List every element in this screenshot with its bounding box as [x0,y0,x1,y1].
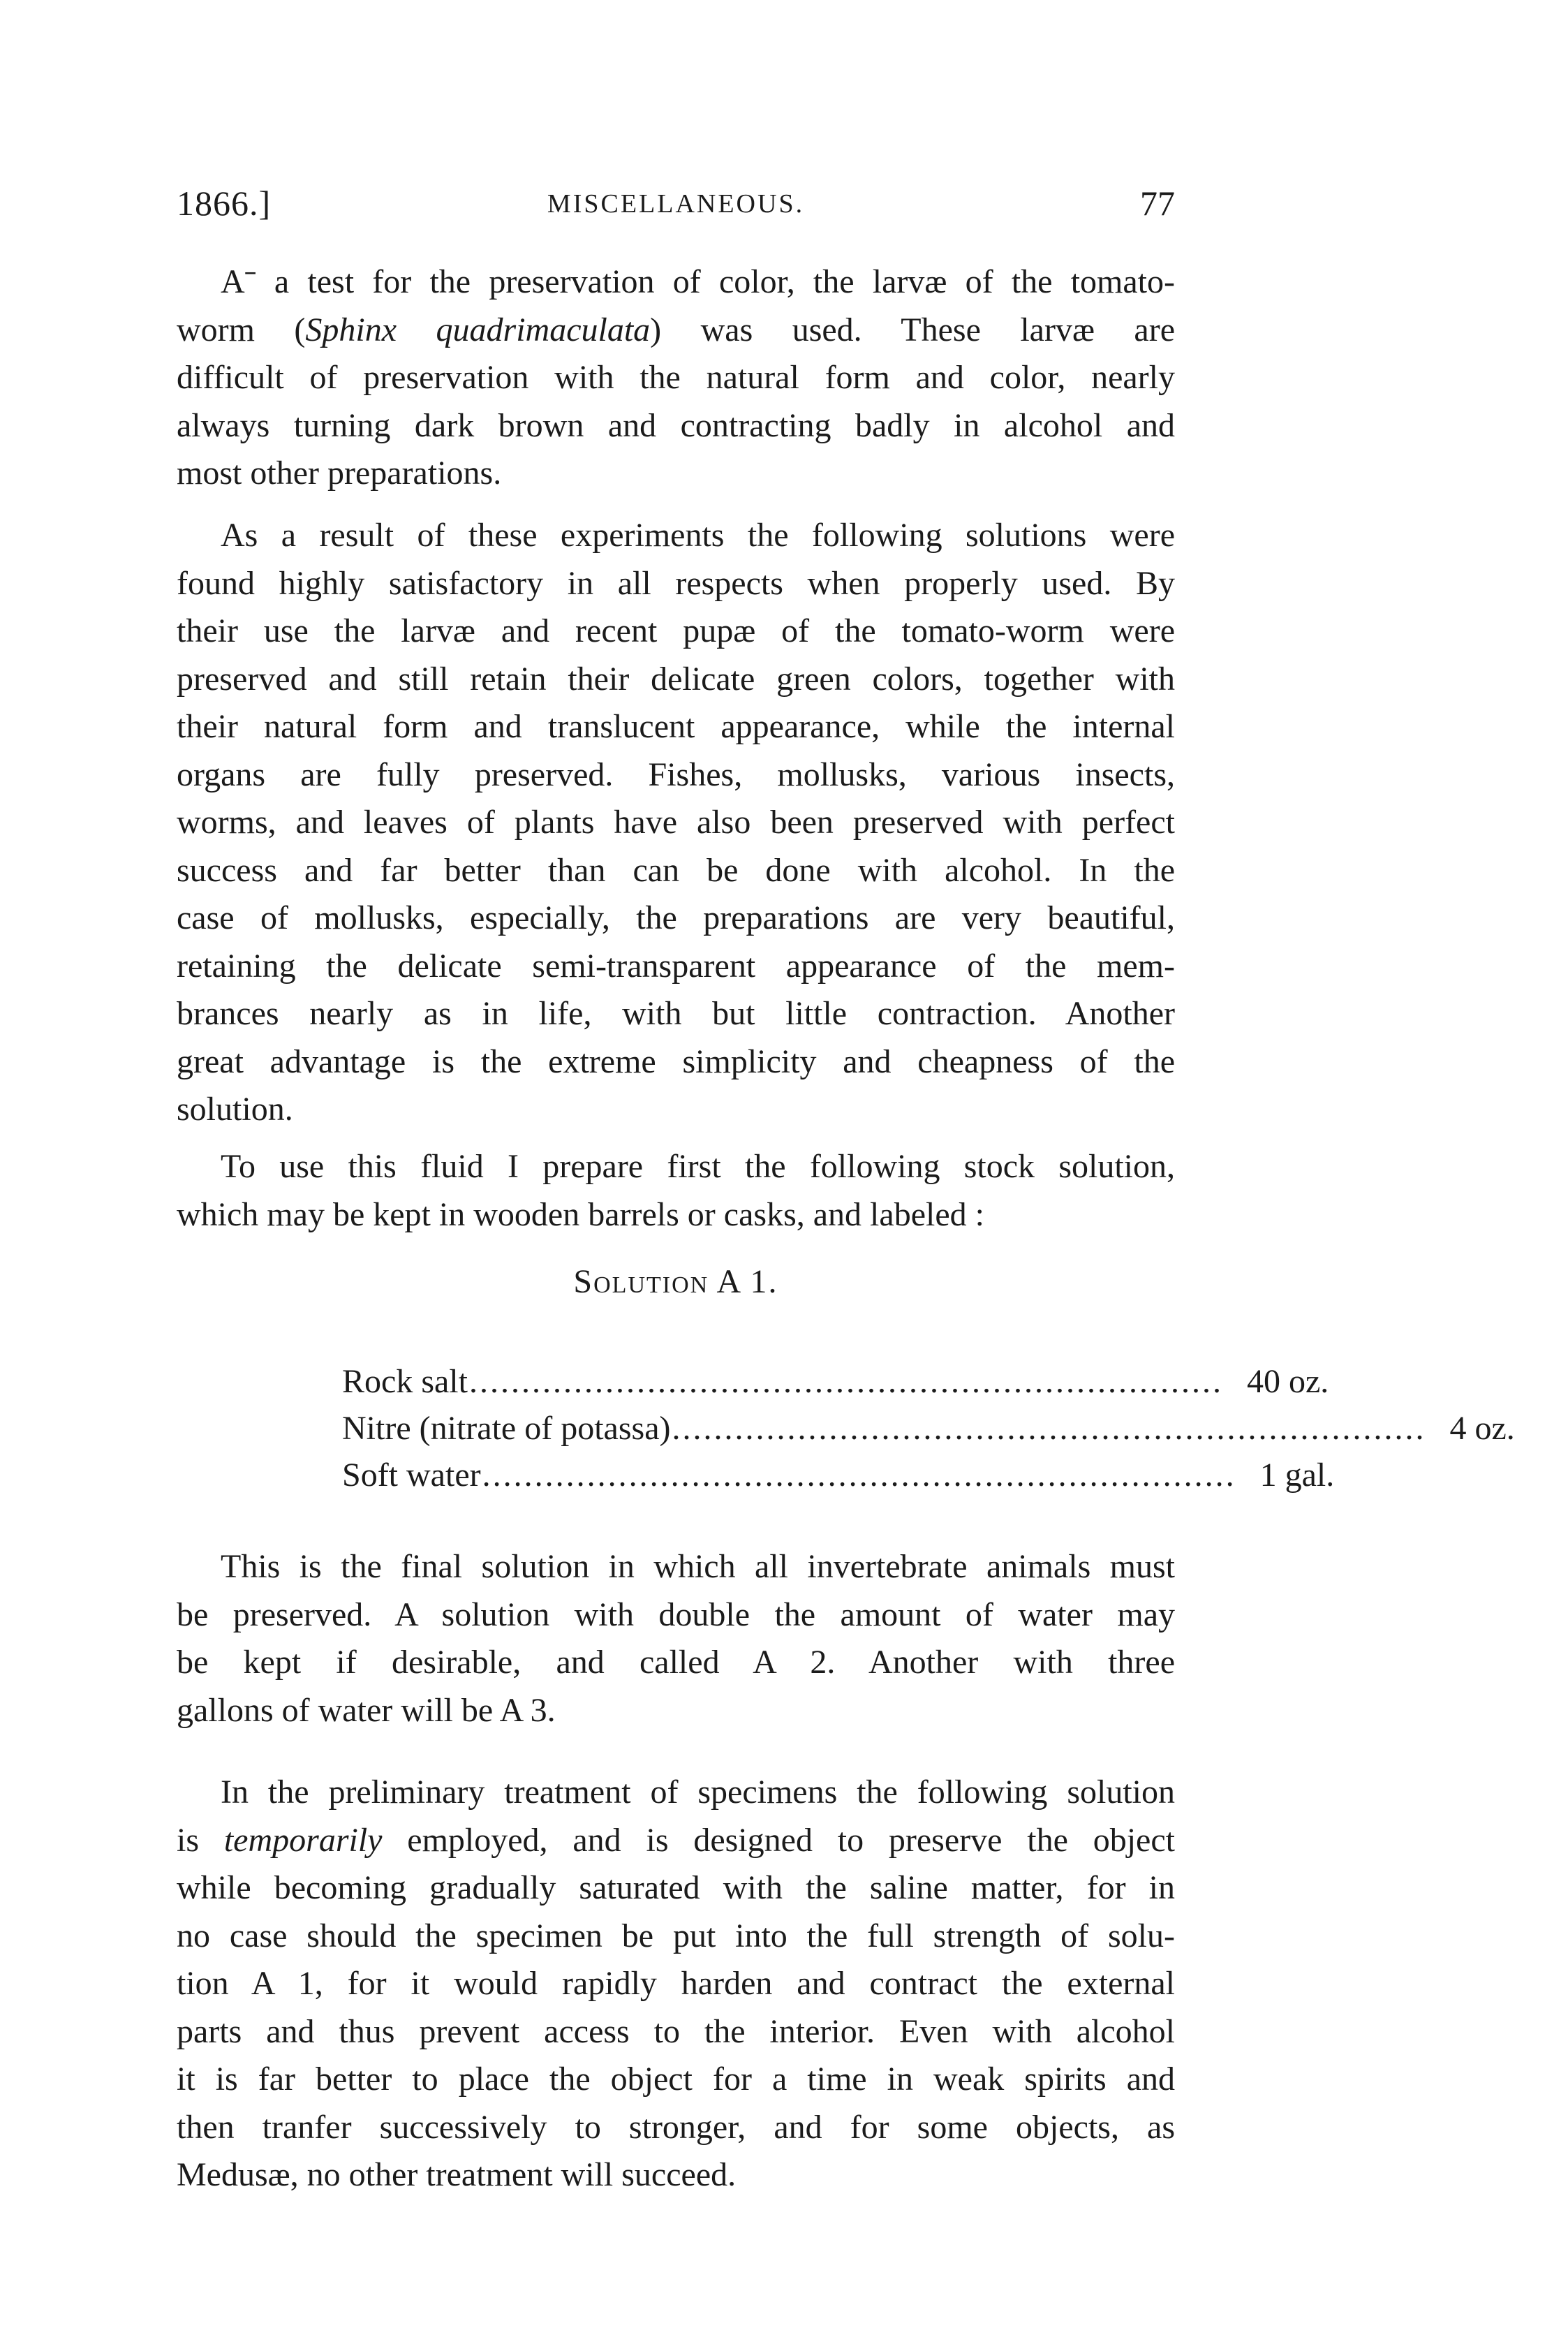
text-line: preserved and still retain their delicate green colors, together with [177,660,1175,698]
paragraph-results [177,512,1175,1134]
header-title: MISCELLANEOUS. [547,189,805,219]
text-line: found highly satisfactory in all respects when properly used. By [177,564,1175,602]
text-line: Medusæ, no other treatment will succeed. [177,2156,737,2193]
text-line: Aˉ a test for the preservation of color, the larvæ of the tomato- [221,263,1175,300]
text-line: be kept if desirable, and called A 2. Another with three [177,1644,1175,1681]
text-line: parts and thus prevent access to the interior. Even with alcohol [177,2012,1175,2050]
header-year: 1866.] [177,184,272,223]
text-line: retaining the delicate semi-transparent appearance of the mem- [177,947,1175,985]
text-segment: ) was used. These larvæ are [650,311,1176,348]
ingredient-list [342,1358,1515,1498]
text-line: then tranfer successively to stronger, and for some objects, as [177,2108,1175,2146]
text-line [177,307,1175,355]
text-line: As a result of these experiments the following solutions were [221,517,1175,554]
text-line: This is the final solution in which all invertebrate animals must [221,1548,1175,1585]
text-line: In the preliminary treatment of specimens the following solution [221,1774,1175,1811]
text-line: while becoming gradually saturated with the saline matter, for in [177,1869,1175,1906]
text-line: difficult of preservation with the natural form and color, nearly [177,359,1175,396]
text-line [177,1817,1175,1865]
ingredient-amount: 40 oz. [1246,1363,1329,1400]
text-line: worms, and leaves of plants have also been preserved with perfect [177,804,1175,841]
dot-leader: ........................................................................ [672,1410,1426,1447]
ingredient-name: Soft water [342,1457,481,1494]
text-line: organs are fully preserved. Fishes, mollusks, various insects, [177,756,1175,793]
text-line: their natural form and translucent appearance, while the internal [177,708,1175,745]
text-line: their use the larvæ and recent pupæ of the tomato-worm were [177,612,1175,649]
text-line: always turning dark brown and contracting badly in alcohol and [177,406,1175,444]
species-name: Sphinx quadrimaculata [305,311,651,348]
ingredient-row [342,1405,1515,1452]
text-line: case of mollusks, especially, the preparations are very beautiful, [177,899,1175,936]
solution-heading: Solution A 1. [573,1263,778,1300]
emphasis-word: temporarily [223,1821,383,1859]
ingredient-row [342,1452,1335,1498]
text-line: gallons of water will be A 3. [177,1691,556,1729]
text-segment: employed, and is designed to preserve the object [382,1821,1176,1859]
text-line: To use this fluid I prepare first the following stock solution, [221,1148,1175,1185]
running-header [177,183,1175,225]
text-line: tion A 1, for it would rapidly harden and contract the external [177,1965,1175,2002]
text-line: be preserved. A solution with double the amount of water may [177,1595,1175,1633]
paragraph-color-test [177,258,1175,498]
ingredient-amount: 1 gal. [1259,1457,1335,1494]
dot-leader: ........................................................................ [468,1363,1223,1400]
ingredient-amount: 4 oz. [1449,1410,1515,1447]
text-line: success and far better than can be done with alcohol. In the [177,851,1175,889]
text-line: brances nearly as in life, with but little contraction. Another [177,995,1175,1032]
text-line: most other preparations. [177,455,502,492]
paragraph-preliminary-treatment [177,1769,1175,2199]
ingredient-name: Nitre (nitrate of potassa) [342,1410,671,1447]
text-line: no case should the specimen be put into the full strength of solu- [177,1917,1175,1954]
paragraph-stock-solution [177,1143,1175,1239]
text-line: which may be kept in wooden barrels or casks, and labeled : [177,1195,984,1233]
text-line: solution. [177,1091,293,1128]
ingredient-row [342,1358,1329,1405]
text-segment: is [177,1821,224,1859]
text-line: it is far better to place the object for a time in weak spirits and [177,2061,1175,2098]
page-number: 77 [1140,184,1175,223]
text-segment: worm ( [177,311,306,348]
paragraph-final-solution [177,1543,1175,1734]
text-line: great advantage is the extreme simplicity and cheapness of the [177,1042,1175,1080]
ingredient-name: Rock salt [342,1363,468,1400]
dot-leader: ........................................................................ [482,1457,1236,1494]
